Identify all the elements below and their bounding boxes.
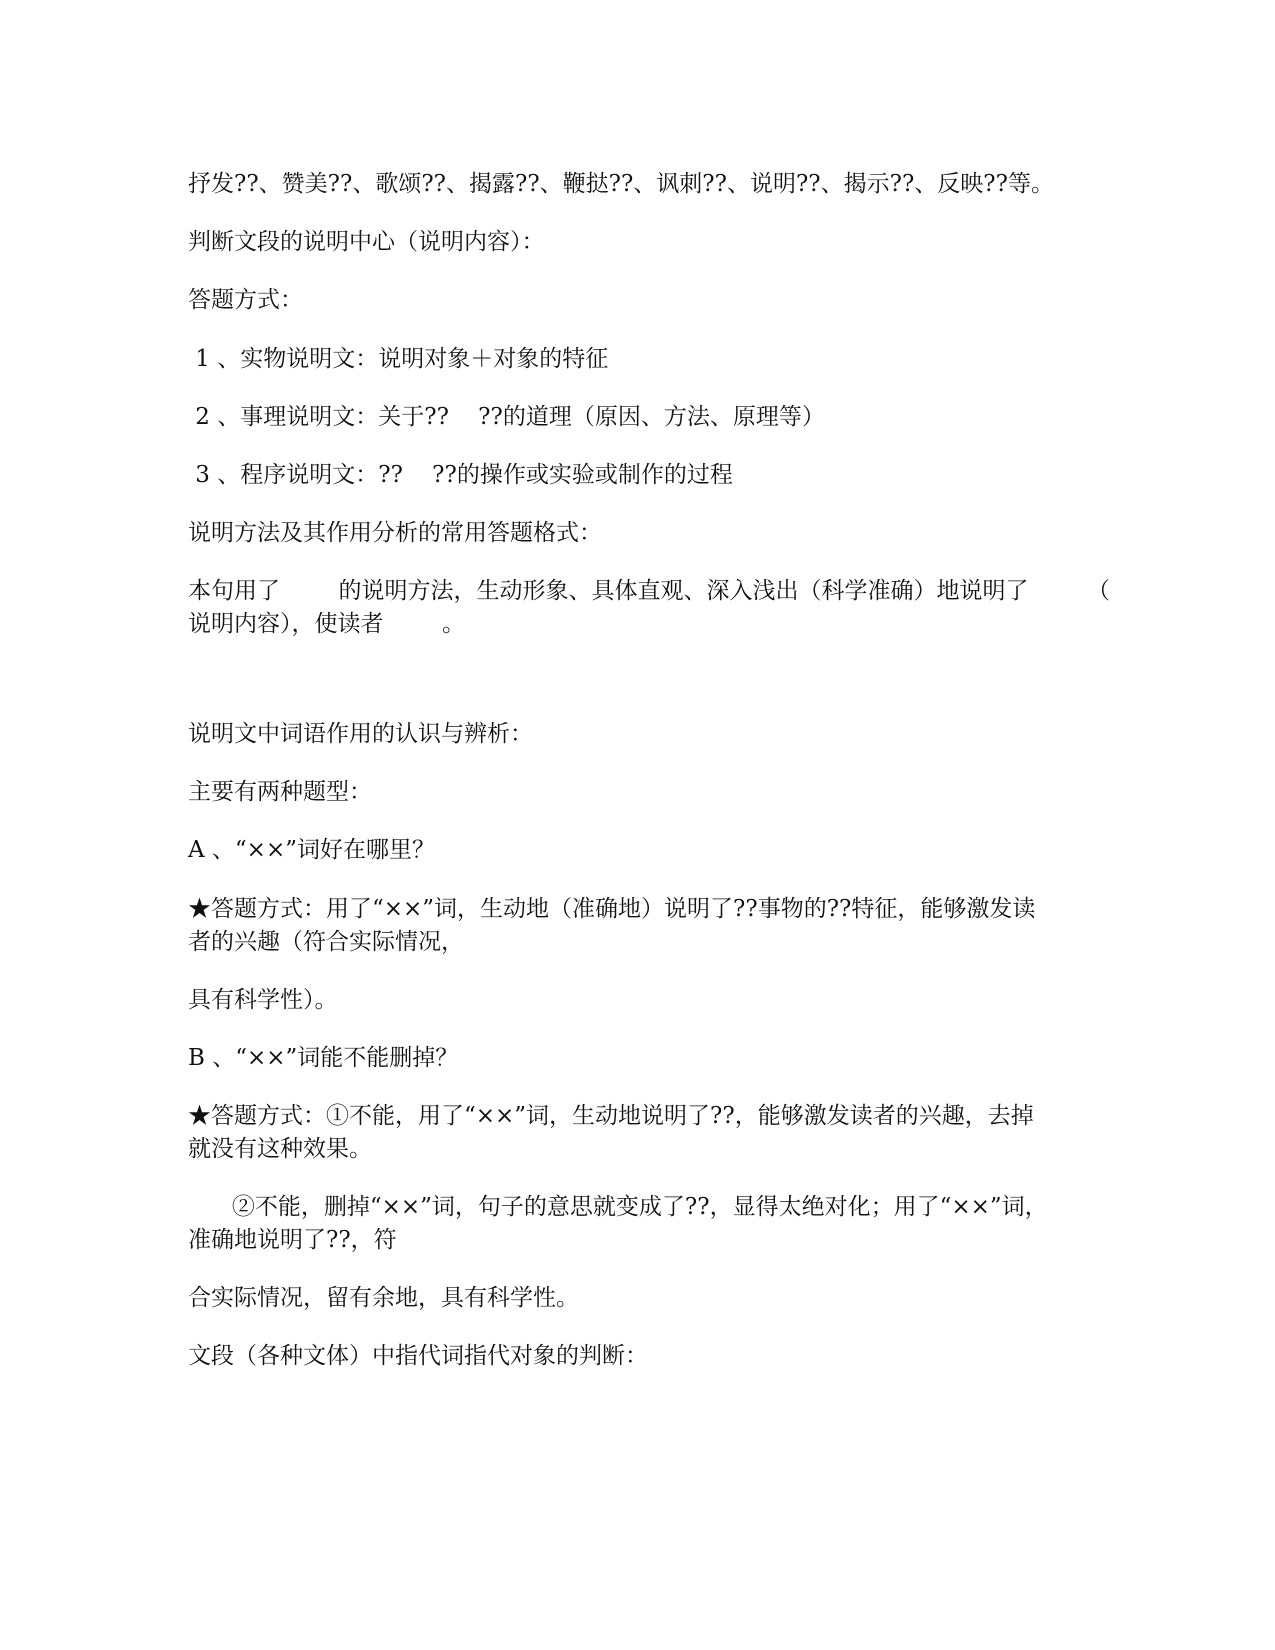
heading-answer-method: 答题方式：	[188, 287, 303, 313]
list-item-3: 3 、程序说明文：?? ??的操作或实验或制作的过程	[188, 462, 733, 488]
answer-template-line-2: 说明内容），使读者 。	[188, 611, 465, 637]
answer-template-line-1: 本句用了 的说明方法，生动形象、具体直观、深入浅出（科学准确）地说明了 （	[188, 578, 1110, 604]
answer-b1-line-2: 就没有这种效果。	[188, 1136, 372, 1162]
answer-b2-line-3: 合实际情况，留有余地，具有科学性。	[188, 1285, 579, 1311]
heading-pronoun-reference: 文段（各种文体）中指代词指代对象的判断：	[188, 1343, 648, 1369]
heading-question-types: 主要有两种题型：	[188, 779, 372, 805]
answer-b2-line-1: ②不能，删掉“××”词，句子的意思就变成了??，显得太绝对化；用了“××”词，	[188, 1194, 1048, 1220]
answer-a-line-1: ★答题方式：用了“××”词，生动地（准确地）说明了??事物的??特征，能够激发读	[188, 896, 1036, 922]
heading-answer-format: 说明方法及其作用分析的常用答题格式：	[188, 520, 602, 546]
text-line-expressions: 抒发??、赞美??、歌颂??、揭露??、鞭挞??、讽刺??、说明??、揭示??、反映??等。	[188, 171, 1054, 197]
answer-a-line-2: 者的兴趣（符合实际情况，	[188, 929, 464, 955]
list-item-1: 1 、实物说明文：说明对象＋对象的特征	[188, 346, 609, 372]
list-item-2: 2 、事理说明文：关于?? ??的道理（原因、方法、原理等）	[188, 404, 825, 430]
answer-b2-line-2: 准确地说明了??，符	[188, 1227, 397, 1253]
heading-word-function: 说明文中词语作用的认识与辨析：	[188, 721, 533, 747]
answer-b1-line-1: ★答题方式：①不能，用了“××”词，生动地说明了??，能够激发读者的兴趣，去掉	[188, 1103, 1034, 1129]
question-type-a: A 、“××”词好在哪里？	[188, 837, 435, 863]
question-type-b: B 、“××”词能不能删掉？	[188, 1045, 459, 1071]
answer-a-line-3: 具有科学性）。	[188, 987, 338, 1013]
heading-explanation-center: 判断文段的说明中心（说明内容）：	[188, 229, 545, 255]
